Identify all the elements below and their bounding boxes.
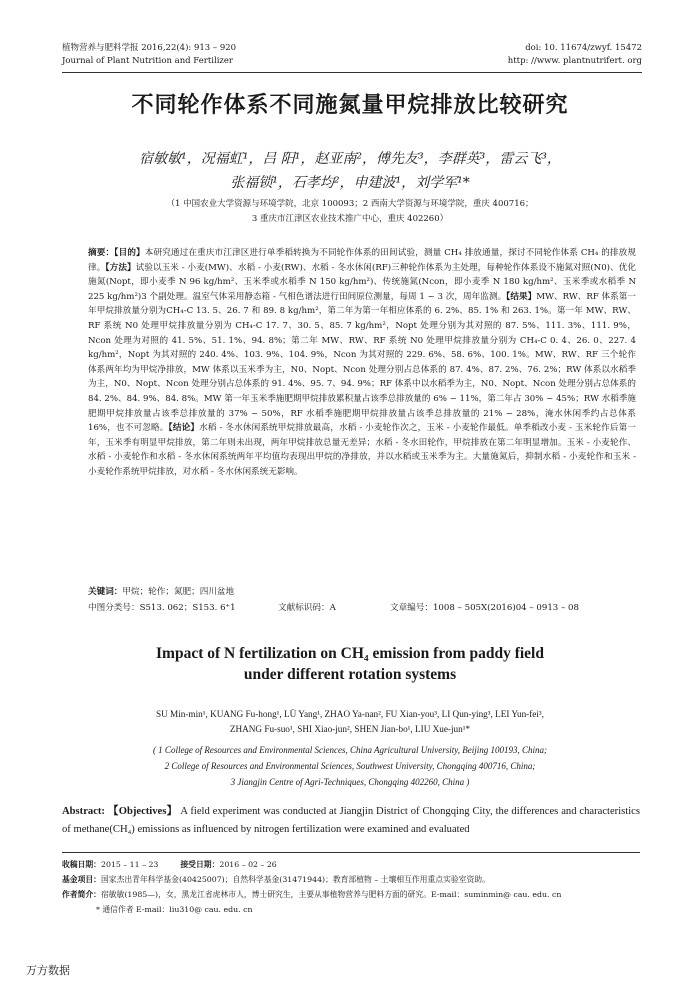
doi: doi: 10. 11674/zwyf. 15472 (525, 43, 642, 53)
received-date: 2015 – 11 – 23 (100, 860, 159, 869)
header-right (508, 42, 642, 68)
article-number: 文章编号：1008 – 505X(2016)04 – 0913 – 08 (390, 603, 579, 613)
authors-en (60, 707, 640, 737)
fund-text: 国家杰出青年科学基金(40425007)；自然科学基金(31471944)；教育部植物 – 土壤相互作用重点实验室资助。 (100, 875, 490, 884)
objectives-en-label: 【Objectives】 (107, 806, 178, 817)
journal-en: Journal of Plant Nutrition and Fertilizer (62, 56, 233, 66)
methods-label: 【方法】 (105, 262, 136, 273)
authors-cn-line1: 宿敏敏¹，况福虹¹，吕 阳¹，赵亚南²，傅先友³，李群英³，雷云飞³， (139, 151, 561, 167)
results-text: MW、RW、RF 体系第一年甲烷排放量分别为CH₄-C 13. 5、26. 7 和 89. 8 kg/hm²，第二年为第一年相应体系的 6. 2%、85. 1% 和 263. 1%。第一年 MW、RW、RF 系统 N0 处理甲烷排放量分别为 CH₄-C 17. 7、30. 5、85. 7 kg/hm²，Nopt 处理分别为其对照的 87. 5%、111. 3%、111. 9%，Ncon 处理为对照的 41. 5%、51. 1%、94. 8%；第二年 MW、RW、RF 系统 N0 处理甲烷排放量分别为 CH₄-C 0. 4、26. 0、227. 4 kg/hm²，Nopt 为其对照的 240. 4%、103. 9%、104. 9%，Ncon 为其对照的 229. 6%、58. 6%、100. 1%。MW、RW、RF 三个轮作体系两年均为甲烷净排放，MW 体系以玉米季为主，N0、Nopt、Ncon 处理分别占总体系的 87. 4%、87. 2%、76. 2%；RW 体系以水稻季为主，N0、Nopt、Ncon 处理分别占总体系的 91. 4%、95. 7、94. 9%；RF 体系中以水稻季为主，N0、Nopt、Ncon 处理分别占总体系的 84. 2%、84. 9%、84. 8%。MW 第一年玉米季施肥期甲烷排放累积量占该季总排放量的 6% ~ 11%，第二年占 30% ~ 45%；RW 水稻季施肥期甲烷排放量占该季总排放量的 37% ~ 50%，RF 水稻季施肥期甲烷排放量占该季总排放量的 21% ~ 28%，淹水休闲季约占总体系 16%，也不可忽略。 (88, 291, 637, 434)
abstract-en-label: Abstract: (62, 806, 105, 817)
keywords (88, 585, 636, 599)
affiliation-cn-line2: 3 重庆市江津区农业技术推广中心，重庆 402260） (251, 214, 449, 224)
received-label: 收稿日期： (62, 860, 101, 869)
journal-cn: 植物营养与肥料学报 2016,22(4): 913 – 920 (62, 43, 237, 53)
watermark: 万方数据 (26, 964, 70, 977)
clc-number: 中图分类号：S513. 062；S153. 6⁺1 (88, 603, 236, 613)
keywords-text: 甲烷；轮作；氮肥；四川盆地 (122, 587, 235, 597)
abstract-cn (88, 246, 636, 480)
title-en-line2: under different rotation systems (243, 666, 457, 683)
conclusion-label: 【结论】 (168, 423, 200, 434)
header-rule (62, 72, 642, 73)
affiliation-en-line1: ( 1 College of Resources and Environmental Sciences, China Agricultural University, Beijing 100193, China; (152, 745, 548, 755)
classification-line (88, 601, 636, 615)
abstract-en (62, 803, 640, 839)
footnote-rule (62, 852, 640, 853)
footnote-corresponding: * 通信作者 E-mail：liu310@ cau. edu. cn (96, 905, 253, 914)
affiliations-cn (0, 197, 700, 227)
header-left (62, 42, 236, 68)
document-code: 文献标识码：A (278, 603, 336, 613)
footnote-author (62, 888, 640, 901)
affiliations-en (60, 742, 640, 790)
affiliation-cn-line1: （1 中国农业大学资源与环境学院，北京 100093；2 西南大学资源与环境学院，重庆 400716； (166, 199, 534, 209)
authors-en-line2: ZHANG Fu-suo¹, SHI Xiao-jun², SHEN Jian-bo¹, LIU Xue-jun¹* (229, 724, 471, 734)
title-cn: 不同轮作体系不同施氮量甲烷排放比较研究 (131, 93, 569, 118)
journal-url[interactable]: http: //www. plantnutrifert. org (507, 56, 642, 66)
title-en-line1: Impact of N fertilization on CH₄ emission from paddy field (156, 645, 544, 662)
abstract-cn-label: 摘要： (88, 248, 115, 258)
abstract-en-text: A field experiment was conducted at Jiangjin District of Chongqing City, the differences and characteristics of methane(CH₄) emissions as influenced by nitrogen fertilization were examined and evaluated (62, 806, 640, 835)
footnote-dates (62, 858, 640, 871)
author-bio-text: 宿敏敏(1985—)，女，黑龙江省虎林市人，博士研究生，主要从事植物营养与肥料方面的研究。E-mail：suminmin@ cau. edu. cn (100, 890, 562, 899)
results-label: 【结果】 (506, 291, 537, 302)
authors-cn-line2: 张福锁¹，石孝均²，申建波¹，刘学军¹* (230, 175, 470, 191)
accepted-date: 2016 – 02 – 26 (219, 860, 277, 869)
affiliation-en-line3: 3 Jiangjin Centre of Agri-Techniques, Chongqing 402260, China ) (230, 777, 470, 787)
title-en (0, 643, 700, 685)
conclusion-text: 水稻 - 冬水休闲系统甲烷排放最高，水稻 - 小麦轮作次之，玉米 - 小麦轮作最低。单季稻改小麦 - 玉米轮作后第一年，玉米季有明显甲烷排放，第二年则未出现，两年甲烷排放总量无差异；水稻 - 冬水田轮作，甲烷排放在第二年明显增加。玉米 - 小麦轮作、水稻 - 小麦轮作和水稻 - 冬水休闲系统两年平均值均表现出甲烷的净排放，并以水稻或玉米季为主。大量施氮后，抑制水稻 - 小麦轮作和玉米 - 小麦轮作系统甲烷排放，对水稻 - 冬水休闲系统无影响。 (88, 423, 636, 477)
author-bio-label: 作者简介： (62, 890, 101, 899)
keywords-label: 关键词： (88, 587, 123, 597)
affiliation-en-line2: 2 College of Resources and Environmental Sciences, Southwest University, Chongqing 400716, China; (164, 761, 536, 771)
methods-text: 试验以玉米 - 小麦(MW)、水稻 - 小麦(RW)、水稻 - 冬水休闲(RF)三种轮作体系为主处理，每种轮作体系设不施氮对照(N0)、优化施氮(Nopt，即小麦季 N 96 kg/hm²、玉米季或水稻季 N 150 kg/hm²)、传统施氮(Ncon，即小麦季 N 180 kg/hm²、玉米季或水稻季 N 225 kg/hm²)3 个副处理。温室气体采用静态箱 - 气相色谱法进行田间原位测量，每周 1 ~ 3 次，周年监测。 (88, 262, 636, 302)
objective-label: 【目的】 (114, 248, 145, 258)
authors-en-line1: SU Min-min¹, KUANG Fu-hong¹, LÜ Yang¹, ZHAO Ya-nan², FU Xian-you³, LI Qun-ying³, LEI Yun-fei³, (156, 709, 544, 719)
fund-label: 基金项目： (62, 875, 101, 884)
authors-cn (0, 147, 700, 195)
objective-text: 本研究通过在重庆市江津区进行单季稻转换为不同轮作体系的田间试验，测量 CH₄ 排放通量，探讨不同轮作体系 CH₄ 的排放规律。 (88, 248, 636, 273)
accepted-label: 接受日期： (180, 860, 220, 869)
footnote-fund (62, 873, 640, 886)
